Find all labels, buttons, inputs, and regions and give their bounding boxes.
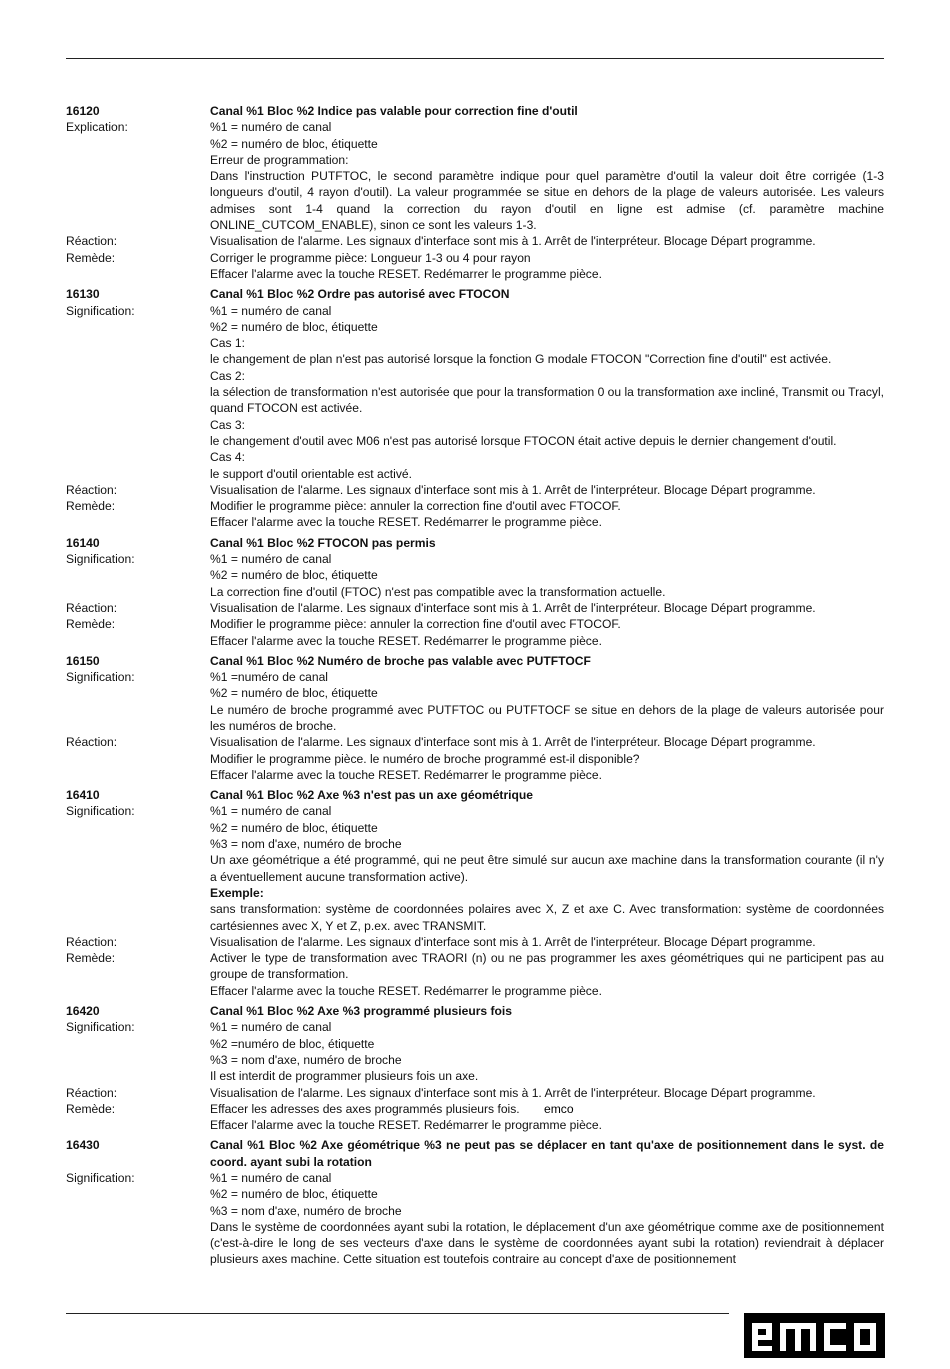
alarm-row <box>66 950 884 983</box>
field-text: Visualisation de l'alarme. Les signaux d'interface sont mis à 1. Arrêt de l'interpréteur. Blocage Départ programme. <box>210 735 816 750</box>
field-label: Signification: <box>66 1020 135 1035</box>
alarm-row <box>66 1019 884 1035</box>
alarm-row <box>66 466 884 482</box>
field-text: %1 = numéro de canal <box>210 552 332 567</box>
alarm-row <box>66 1117 884 1133</box>
alarm-row <box>66 551 884 567</box>
field-label: Réaction: <box>66 482 118 497</box>
field-text: Modifier le programme pièce. le numéro de broche programmé est-il disponible? <box>210 751 640 766</box>
alarm-title: Canal %1 Bloc %2 Ordre pas autorisé avec FTOCON <box>210 287 510 302</box>
alarm-row <box>66 514 884 530</box>
alarm-row <box>66 433 884 449</box>
alarm-row <box>66 368 884 384</box>
alarm-row <box>66 734 884 750</box>
label-spacer <box>66 1068 210 1084</box>
alarm-row <box>66 136 884 152</box>
alarm-row <box>66 751 884 767</box>
field-text: Cas 2: <box>210 368 245 383</box>
alarm-row <box>66 266 884 282</box>
alarm-row <box>66 449 884 465</box>
alarm-row <box>66 319 884 335</box>
label-spacer <box>66 466 210 482</box>
alarm-entry <box>66 1003 884 1133</box>
label-spacer <box>66 152 210 168</box>
label-spacer <box>66 433 210 449</box>
label-spacer <box>66 136 210 152</box>
label-spacer <box>66 1052 210 1068</box>
field-text: %3 = nom d'axe, numéro de broche <box>210 1203 402 1218</box>
alarm-entry <box>66 653 884 783</box>
alarm-code: 16150 <box>66 653 100 668</box>
alarm-row <box>66 335 884 351</box>
alarm-entry <box>66 103 884 282</box>
field-text: Visualisation de l'alarme. Les signaux d'interface sont mis à 1. Arrêt de l'interpréteur. Blocage Départ programme. <box>210 482 816 497</box>
alarm-row <box>66 567 884 583</box>
alarm-row <box>66 1085 884 1101</box>
alarm-header <box>66 103 884 119</box>
alarm-row <box>66 250 884 266</box>
alarm-row <box>66 885 884 901</box>
field-text: Dans l'instruction PUTFTOC, le second paramètre indique pour quel paramètre d'outil la valeur doit être corrigée (1-3 longueurs d'outil, 4 rayon d'outil). La valeur programmée se situe en dehors de la plage de valeurs autorisée. Les valeurs admises sont 1-4 quand la correction du rayon d'outil en ligne est admise (cf. paramètre machine ONLINE_CUTCOM_ENABLE), sinon ce sont les valeurs 1-3. <box>210 169 884 233</box>
alarm-entry <box>66 535 884 649</box>
alarm-header <box>66 1137 884 1170</box>
field-text: Cas 3: <box>210 417 245 432</box>
alarm-row <box>66 685 884 701</box>
label-spacer <box>66 449 210 465</box>
field-text: Visualisation de l'alarme. Les signaux d'interface sont mis à 1. Arrêt de l'interpréteur. Blocage Départ programme. <box>210 600 816 615</box>
field-text: %3 = nom d'axe, numéro de broche <box>210 1052 402 1067</box>
label-spacer <box>66 266 210 282</box>
label-spacer <box>66 820 210 836</box>
field-label: Remède: <box>66 250 116 265</box>
field-text: Cas 4: <box>210 450 245 465</box>
alarm-row <box>66 983 884 999</box>
alarm-row <box>66 152 884 168</box>
field-text: %2 = numéro de bloc, étiquette <box>210 1187 378 1202</box>
alarm-list <box>66 103 884 1272</box>
alarm-row <box>66 1101 884 1117</box>
alarm-header <box>66 535 884 551</box>
label-spacer <box>66 901 210 934</box>
alarm-header <box>66 1003 884 1019</box>
field-text: Modifier le programme pièce: annuler la correction fine d'outil avec FTOCOF. <box>210 617 621 632</box>
footer-rule <box>66 1313 729 1314</box>
alarm-row <box>66 836 884 852</box>
alarm-header <box>66 653 884 669</box>
field-text: Le numéro de broche programmé avec PUTFTOC ou PUTFTOCF se situe en dehors de la plage de valeurs autorisée pour les numéros de broche. <box>210 702 884 733</box>
field-text: Effacer l'alarme avec la touche RESET. Redémarrer le programme pièce. <box>210 515 602 530</box>
field-label: Réaction: <box>66 735 118 750</box>
field-label: Remède: <box>66 951 116 966</box>
field-text: Activer le type de transformation avec TRAORI (n) ou ne pas programmer les axes géométriques qui ne participent pas au groupe de transformation. <box>210 951 884 982</box>
field-text: Dans le système de coordonnées ayant subi la rotation, le déplacement d'un axe géométrique comme axe de positionnement (c'est-à-dire le long de ses vecteurs d'axe dans le système de coordonnées ayant subi la rotation) reviendrait à déplacer plusieurs axes machine. Cette situation est toutefois contraire au concept d'axe de positionnement <box>210 1219 884 1267</box>
field-text: Exemple: <box>210 885 264 900</box>
field-label: Remède: <box>66 499 116 514</box>
alarm-title: Canal %1 Bloc %2 Axe géométrique %3 ne peut pas se déplacer en tant qu'axe de positionnement dans le syst. de coord. ayant subi la rotation <box>210 1138 884 1169</box>
field-text: %2 = numéro de bloc, étiquette <box>210 568 378 583</box>
alarm-row <box>66 702 884 735</box>
alarm-row <box>66 901 884 934</box>
alarm-row <box>66 1203 884 1219</box>
field-text: Corriger le programme pièce: Longueur 1-3 ou 4 pour rayon <box>210 250 531 265</box>
field-label: Réaction: <box>66 234 118 249</box>
alarm-code: 16420 <box>66 1004 100 1019</box>
field-text: le support d'outil orientable est activé. <box>210 466 412 481</box>
label-spacer <box>66 1036 210 1052</box>
field-text: Effacer l'alarme avec la touche RESET. Redémarrer le programme pièce. <box>210 767 602 782</box>
field-text: %1 = numéro de canal <box>210 120 332 135</box>
field-label: Signification: <box>66 303 135 318</box>
alarm-row <box>66 1219 884 1268</box>
field-text: le changement de plan n'est pas autorisé lorsque la fonction G modale FTOCON "Correction fine d'outil" est activée. <box>210 352 832 367</box>
alarm-row <box>66 303 884 319</box>
alarm-row <box>66 1036 884 1052</box>
field-label: Remède: <box>66 1101 116 1116</box>
field-text: La correction fine d'outil (FTOC) n'est pas compatible avec la transformation actuelle. <box>210 584 666 599</box>
alarm-row <box>66 934 884 950</box>
alarm-row <box>66 498 884 514</box>
alarm-row <box>66 803 884 819</box>
field-text: %2 = numéro de bloc, étiquette <box>210 319 378 334</box>
alarm-row <box>66 384 884 417</box>
logo-text: emco <box>544 1102 574 1116</box>
field-text: Cas 1: <box>210 336 245 351</box>
field-text: %1 = numéro de canal <box>210 804 332 819</box>
alarm-title: Canal %1 Bloc %2 Indice pas valable pour correction fine d'outil <box>210 104 578 118</box>
field-text: %1 =numéro de canal <box>210 670 328 685</box>
field-text: %2 =numéro de bloc, étiquette <box>210 1036 375 1051</box>
alarm-row <box>66 820 884 836</box>
alarm-row <box>66 351 884 367</box>
field-text: %3 = nom d'axe, numéro de broche <box>210 837 402 852</box>
alarm-row <box>66 417 884 433</box>
field-label: Explication: <box>66 120 128 135</box>
label-spacer <box>66 168 210 233</box>
label-spacer <box>66 702 210 735</box>
alarm-header <box>66 286 884 302</box>
field-text: %1 = numéro de canal <box>210 1171 332 1185</box>
field-text: %1 = numéro de canal <box>210 303 332 318</box>
label-spacer <box>66 633 210 649</box>
alarm-row <box>66 669 884 685</box>
label-spacer <box>66 351 210 367</box>
alarm-entry <box>66 787 884 999</box>
label-spacer <box>66 852 210 885</box>
alarm-code: 16140 <box>66 535 100 550</box>
field-text: Modifier le programme pièce: annuler la correction fine d'outil avec FTOCOF. <box>210 499 621 514</box>
field-label: Signification: <box>66 1171 135 1185</box>
alarm-row <box>66 1068 884 1084</box>
alarm-code: 16130 <box>66 287 100 302</box>
field-text: Effacer l'alarme avec la touche RESET. Redémarrer le programme pièce. <box>210 983 602 998</box>
field-text: le changement d'outil avec M06 n'est pas autorisé lorsque FTOCON était active depuis le dernier changement d'outil. <box>210 433 837 448</box>
field-text: Erreur de programmation: <box>210 152 349 167</box>
field-text: %2 = numéro de bloc, étiquette <box>210 820 378 835</box>
alarm-code: 16120 <box>66 104 100 118</box>
field-text: Visualisation de l'alarme. Les signaux d'interface sont mis à 1. Arrêt de l'interpréteur. Blocage Départ programme. <box>210 934 816 949</box>
label-spacer <box>66 685 210 701</box>
label-spacer <box>66 584 210 600</box>
alarm-title: Canal %1 Bloc %2 Axe %3 n'est pas un axe géométrique <box>210 788 534 803</box>
alarm-row <box>66 1186 884 1202</box>
label-spacer <box>66 1219 210 1268</box>
label-spacer <box>66 767 210 783</box>
alarm-row <box>66 233 884 249</box>
label-spacer <box>66 1117 210 1133</box>
alarm-row <box>66 616 884 632</box>
alarm-header <box>66 787 884 803</box>
alarm-row <box>66 600 884 616</box>
field-label: Signification: <box>66 552 135 567</box>
alarm-row <box>66 584 884 600</box>
alarm-row <box>66 1052 884 1068</box>
alarm-entry <box>66 286 884 530</box>
label-spacer <box>66 514 210 530</box>
label-spacer <box>66 1203 210 1219</box>
alarm-title: Canal %1 Bloc %2 Numéro de broche pas valable avec PUTFTOCF <box>210 653 591 668</box>
label-spacer <box>66 384 210 417</box>
field-label: Remède: <box>66 617 116 632</box>
field-label: Signification: <box>66 804 135 819</box>
alarm-row <box>66 119 884 135</box>
label-spacer <box>66 836 210 852</box>
alarm-title: Canal %1 Bloc %2 FTOCON pas permis <box>210 535 436 550</box>
field-text: Visualisation de l'alarme. Les signaux d'interface sont mis à 1. Arrêt de l'interpréteur. Blocage Départ programme. <box>210 1085 816 1100</box>
alarm-code: 16410 <box>66 788 100 803</box>
alarm-row <box>66 1170 884 1186</box>
label-spacer <box>66 417 210 433</box>
alarm-row <box>66 168 884 233</box>
label-spacer <box>66 983 210 999</box>
alarm-row <box>66 852 884 885</box>
label-spacer <box>66 368 210 384</box>
field-text: la sélection de transformation n'est autorisée que pour la transformation 0 ou la transformation axe incliné, Transmit ou Tracyl, quand FTOCON est activée. <box>210 385 884 416</box>
field-text: Effacer l'alarme avec la touche RESET. Redémarrer le programme pièce. <box>210 1118 602 1133</box>
field-text: %1 = numéro de canal <box>210 1020 332 1035</box>
label-spacer <box>66 1186 210 1202</box>
field-text: Il est interdit de programmer plusieurs fois un axe. <box>210 1069 479 1084</box>
alarm-code: 16430 <box>66 1138 100 1153</box>
field-label: Réaction: <box>66 600 118 615</box>
field-label: Réaction: <box>66 934 118 949</box>
label-spacer <box>66 567 210 583</box>
field-text: Effacer les adresses des axes programmés plusieurs fois. <box>210 1101 520 1116</box>
field-text: Effacer l'alarme avec la touche RESET. Redémarrer le programme pièce. <box>210 266 602 281</box>
field-text: %2 = numéro de bloc, étiquette <box>210 686 378 701</box>
alarm-row <box>66 482 884 498</box>
alarm-title: Canal %1 Bloc %2 Axe %3 programmé plusieurs fois <box>210 1004 512 1019</box>
header-rule <box>66 58 884 59</box>
label-spacer <box>66 335 210 351</box>
field-text: Visualisation de l'alarme. Les signaux d'interface sont mis à 1. Arrêt de l'interpréteur. Blocage Départ programme. <box>210 234 816 249</box>
alarm-row <box>66 633 884 649</box>
label-spacer <box>66 751 210 767</box>
field-text: %2 = numéro de bloc, étiquette <box>210 136 378 151</box>
field-text: sans transformation: système de coordonnées polaires avec X, Z et axe C. Avec transformation: système de coordonnées cartésiennes avec X, Y et Z, p.ex. avec TRANSMIT. <box>210 902 884 933</box>
label-spacer <box>66 319 210 335</box>
field-label: Réaction: <box>66 1085 118 1100</box>
field-text: Effacer l'alarme avec la touche RESET. Redémarrer le programme pièce. <box>210 633 602 648</box>
field-label: Signification: <box>66 670 135 685</box>
alarm-row <box>66 767 884 783</box>
alarm-entry <box>66 1137 884 1267</box>
field-text: Un axe géométrique a été programmé, qui ne peut être simulé sur aucun axe machine dans la transformation courante (il n'y a éventuellement aucune transformation active). <box>210 853 884 884</box>
label-spacer <box>66 885 210 901</box>
